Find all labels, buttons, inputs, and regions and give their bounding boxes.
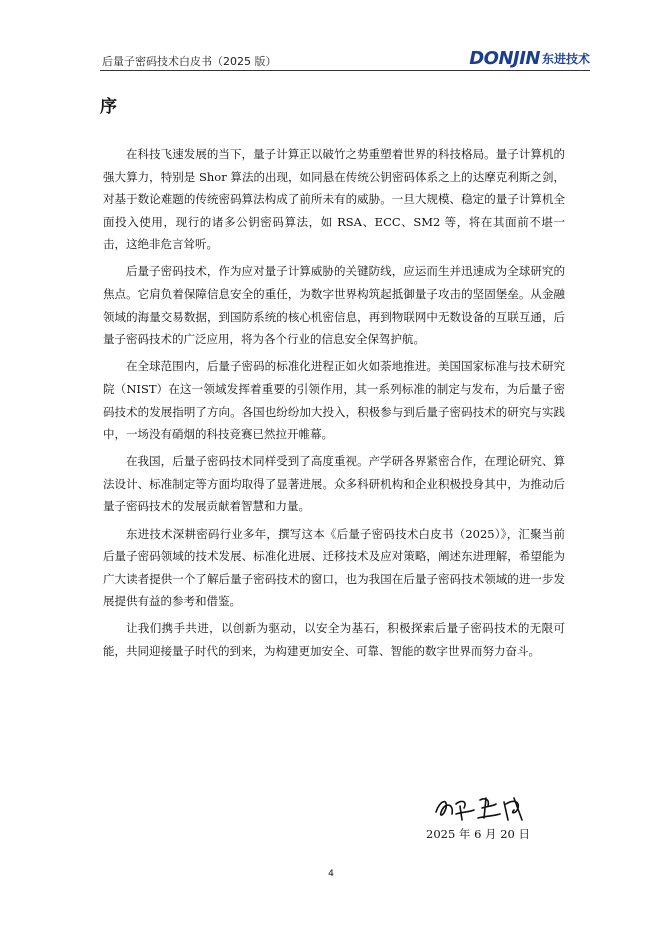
paragraph: 在科技飞速发展的当下，量子计算正以破竹之势重塑着世界的科技格局。量子计算机的强大算力，特别是 Shor 算法的出现，如同悬在传统公钥密码体系之上的达摩克利斯之剑，对基于数论难题的传统密码算法构成了前所未有的威胁。一旦大规模、稳定的量子计算机全面投入使用，现行的诸多公钥密码算法，如 RSA、ECC、SM2 等，将在其面前不堪一击，这绝非危言耸听。 xyxy=(103,147,565,252)
preface-body xyxy=(103,143,565,667)
paragraph: 东进技术深耕密码行业多年，撰写这本《后量子密码技术白皮书（2025）》，汇聚当前后量子密码领域的技术发展、标准化进展、迁移技术及应对策略，阐述东进理解，希望能为广大读者提供一个了解后量子密码技术的窗口，也为我国在后量子密码技术领域的进一步发展提供有益的参考和借鉴。 xyxy=(103,526,565,609)
handwritten-signature xyxy=(430,790,530,826)
logo-chinese-name: 东进技术 xyxy=(541,51,590,66)
section-title: 序 xyxy=(100,97,117,117)
paragraph: 让我们携手共进，以创新为驱动，以安全为基石，积极探索后量子密码技术的无限可能，共同迎接量子时代的到来，为构建更加安全、可靠、智能的数字世界而努力奋斗。 xyxy=(103,621,565,658)
donjin-logo xyxy=(469,48,590,68)
header-title: 后量子密码技术白皮书（2025 版） xyxy=(102,55,277,68)
logo-wordmark: DONJIN xyxy=(469,47,540,69)
page-header xyxy=(100,44,590,70)
paragraph: 在全球范围内，后量子密码的标准化进程正如火如荼地推进。美国国家标准与技术研究院（NIST）在这一领域发挥着重要的引领作用，其一系列标准的制定与发布，为后量子密码技术的发展指明了方向。各国也纷纷加大投入，积极参与到后量子密码技术的研究与实践中，一场没有硝烟的科技竞赛已然拉开帷幕。 xyxy=(103,359,565,442)
page-number: 4 xyxy=(328,869,334,879)
header-divider xyxy=(100,70,590,71)
paragraph: 在我国，后量子密码技术同样受到了高度重视。产学研各界紧密合作，在理论研究、算法设计、标准制定等方面均取得了显著进展。众多科研机构和企业积极投身其中，为推动后量子密码技术的发展贡献着智慧和力量。 xyxy=(103,454,565,514)
signature-date: 2025 年 6 月 20 日 xyxy=(426,827,530,841)
paragraph: 后量子密码技术，作为应对量子计算威胁的关键防线，应运而生并迅速成为全球研究的焦点。它肩负着保障信息安全的重任，为数字世界构筑起抵御量子攻击的坚固堡垒。从金融领域的海量交易数据，到国防系统的核心机密信息，再到物联网中无数设备的互联互通，后量子密码技术的广泛应用，将为各个行业的信息安全保驾护航。 xyxy=(103,264,565,347)
